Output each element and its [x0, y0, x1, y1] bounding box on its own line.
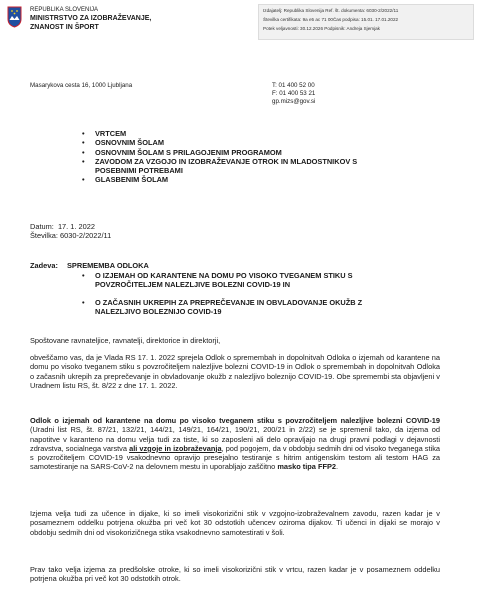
date-value: 17. 1. 2022	[57, 222, 95, 231]
paragraph-1: obveščamo vas, da je Vlada RS 17. 1. 2022 sprejela Odlok o spremembah in dopolnitvah Odloka o izjemah od karantene na domu po visoko tveganem stiku s povzročiteljem nalezljive bolezni COVID-19 in Odlok o spremembah in dopolnitvah Odloka o začasnih ukrepih za preprečevanje in obvladovanje okužb z nalezljivo boleznijo COVID-19. Obe spremembi sta objavljeni v Uradnem listu RS, št. 8/22 z dne 17. 1. 2022.	[30, 353, 440, 390]
recipient-item: • VRTCEM	[82, 129, 382, 138]
recipient-item: • GLASBENIM ŠOLAM	[82, 175, 382, 184]
contact-block	[272, 82, 315, 106]
subject-title: SPREMEMBA ODLOKA	[67, 261, 149, 270]
signature-line-1: Izdajatelj: Republika Slovenija Ref. št. dokumenta: 6030-2/2022/11	[263, 8, 399, 13]
paragraph-2-bold-title: Odlok o izjemah od karantene na domu po visoko tveganem stiku s povzročiteljem nalezljive bolezni COVID-19	[30, 416, 440, 425]
recipient-item: • ZAVODOM ZA VZGOJO IN IZOBRAŽEVANJE OTROK IN MLADOSTNIKOV S POSEBNIMI POTREBAMI	[82, 157, 382, 176]
signature-line-2: Številka certifikata: 9a e5 ac 71 00Čas podpisa: 15.01. 17.01.2022	[263, 17, 399, 22]
number-value: 6030-2/2022/11	[60, 231, 112, 241]
fax: F: 01 400 53 21	[272, 90, 316, 97]
org-line-1: REPUBLIKA SLOVENIJA	[30, 7, 99, 13]
phone: T: 01 400 52 00	[272, 82, 315, 89]
paragraph-2: Odlok o izjemah od karantene na domu po visoko tveganem stiku s povzročiteljem nalezljive bolezni COVID-19 (Uradni list RS, št. 87/21, 132/21, 144/21, 149/21, 164/21, 190/21, 200/21 in 2/22) se je spremenil tako, da izjema od napotitve v karanteno na domu velja tudi za tiste, ki so zaposleni ali delo opravljajo na drugi pravni podlagi v dejavnosti zdravstva, socialnega varstva ali vzgoje in izobraževanja, pod pogojem, da v obdobju sedmih dni od visoko tveganega stika s povzročiteljem COVID-19 vsakodnevno opravijo presejalno testiranje s hitrim antigenskim testom ali testom HAG za samotestiranje na SARS-CoV-2 na delovnem mestu in uporabljajo zaščitno masko tipa FFP2.	[30, 416, 440, 472]
greeting: Spoštovane ravnateljice, ravnatelji, direktorice in direktorji,	[30, 336, 221, 345]
recipient-item: • OSNOVNIM ŠOLAM S PRILAGOJENIM PROGRAMOM	[82, 148, 382, 157]
paragraph-4: Prav tako velja izjema za predšolske otroke, ki so imeli visokorizični stik v vrtcu, razen kadar je v posameznem oddelku potrjena okužba pri več kot 30 odstotkih otrok.	[30, 565, 440, 584]
subject-item: • O IZJEMAH OD KARANTENE NA DOMU PO VISOKO TVEGANEM STIKU S POVZROČITELJEM NALEZLJIVE BOLEZNI COVID-19 IN	[82, 271, 392, 290]
coat-of-arms-logo	[7, 6, 22, 28]
org-line-3: ZNANOST IN ŠPORT	[30, 24, 99, 31]
subject-items	[82, 271, 392, 316]
paragraph-2-bold-mask: masko tipa FFP2	[277, 462, 337, 472]
email: gp.mizs@gov.si	[272, 98, 316, 105]
signature-line-3: Potek veljavnosti: 30.12.2026 Podpisnik: Andreja Sjemjak	[263, 26, 380, 31]
subject-label: Zadeva:	[30, 261, 58, 270]
e-signature-box	[258, 4, 474, 40]
paragraph-3: Izjema velja tudi za učence in dijake, ki so imeli visokorizični stik v vzgojno-izobraževalnem zavodu, razen kadar je v posameznem oddelku potrjena okužba pri več kot 30 odstotkih učencev oziroma dijakov. Ti učenci in dijaki se morajo v obdobju sedmih dni od visokorizičnega stika vsakodnevno samotestirati v šoli.	[30, 509, 440, 537]
date-label: Datum:	[30, 222, 54, 231]
recipient-item: • OSNOVNIM ŠOLAM	[82, 138, 382, 147]
number-label: Številka:	[30, 231, 58, 241]
address: Masarykova cesta 16, 1000 Ljubljana	[30, 82, 133, 89]
org-line-2: MINISTRSTVO ZA IZOBRAŽEVANJE,	[30, 15, 152, 22]
ministry-header	[30, 6, 151, 32]
document-meta	[30, 222, 111, 241]
paragraph-2-bold-education: ali vzgoje in izobraževanja	[129, 443, 222, 453]
recipients-list	[82, 129, 382, 185]
subject-item: • O ZAČASNIH UKREPIH ZA PREPREČEVANJE IN OBVLADOVANJE OKUŽB Z NALEZLJIVO BOLEZNIJO COVID-19	[82, 298, 392, 317]
